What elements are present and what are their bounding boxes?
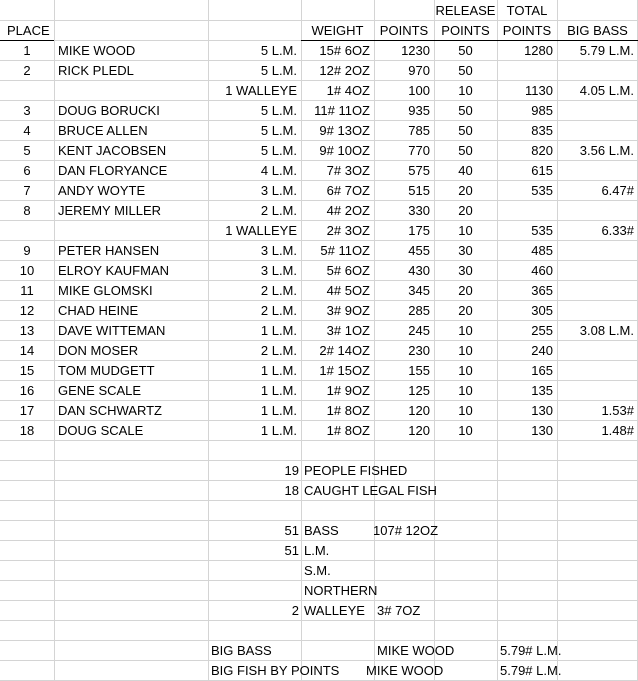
- total-points-cell: 305: [531, 303, 553, 318]
- total-points-cell: 485: [531, 243, 553, 258]
- people-fished-label: PEOPLE FISHED: [304, 463, 408, 478]
- header-total: TOTAL: [506, 3, 548, 18]
- release-points-cell: 10: [458, 423, 473, 438]
- lm-label: L.M.: [304, 543, 330, 558]
- weight-cell: 1# 8OZ: [326, 423, 370, 438]
- release-points-cell: 10: [458, 363, 473, 378]
- bass-weight: 107# 12OZ: [373, 523, 439, 538]
- points-cell: 230: [408, 343, 430, 358]
- fish-count-cell: 5 L.M.: [260, 63, 297, 78]
- weight-cell: 9# 13OZ: [319, 123, 370, 138]
- total-points-cell: 365: [531, 283, 553, 298]
- release-points-cell: 10: [458, 83, 473, 98]
- walleye-label: WALLEYE: [304, 603, 365, 618]
- points-cell: 125: [408, 383, 430, 398]
- release-points-cell: 10: [458, 323, 473, 338]
- angler-name-cell: CHAD HEINE: [58, 303, 139, 318]
- weight-cell: 5# 6OZ: [326, 263, 370, 278]
- weight-cell: 2# 14OZ: [319, 343, 370, 358]
- angler-name-cell: [55, 81, 208, 101]
- weight-cell: 4# 5OZ: [326, 283, 370, 298]
- angler-name-cell: ANDY WOYTE: [58, 183, 146, 198]
- big-bass-cell: [557, 361, 638, 381]
- place-cell: 4: [23, 123, 31, 138]
- points-cell: 100: [408, 83, 430, 98]
- points-cell: 155: [408, 363, 430, 378]
- fish-count-cell: 1 WALLEYE: [225, 83, 297, 98]
- fish-count-cell: 5 L.M.: [260, 143, 297, 158]
- release-points-cell: 50: [458, 123, 473, 138]
- points-cell: 245: [408, 323, 430, 338]
- fish-count-cell: 1 L.M.: [260, 363, 297, 378]
- big-bass-cell: 1.48#: [601, 423, 634, 438]
- place-cell: 14: [19, 343, 35, 358]
- header-place: PLACE: [7, 23, 50, 38]
- release-points-cell: 30: [458, 263, 473, 278]
- header-release-points: POINTS: [441, 23, 490, 38]
- weight-cell: 6# 7OZ: [326, 183, 370, 198]
- big-bass-cell: [557, 261, 638, 281]
- points-cell: 345: [408, 283, 430, 298]
- release-points-cell: 10: [458, 403, 473, 418]
- release-points-cell: 50: [458, 43, 473, 58]
- angler-name-cell: JEREMY MILLER: [58, 203, 162, 218]
- fish-count-cell: 4 L.M.: [260, 163, 297, 178]
- place-cell: 11: [20, 283, 34, 298]
- big-bass-winner: MIKE WOOD: [377, 643, 455, 658]
- total-points-cell: 985: [531, 103, 553, 118]
- fish-count-cell: 2 L.M.: [260, 283, 297, 298]
- header-big-bass: BIG BASS: [567, 23, 628, 38]
- total-points-cell: 535: [531, 223, 553, 238]
- total-points-cell: 135: [531, 383, 553, 398]
- points-cell: 430: [408, 263, 430, 278]
- angler-name-cell: PETER HANSEN: [58, 243, 160, 258]
- big-bass-cell: 4.05 L.M.: [579, 83, 634, 98]
- place-cell: 3: [23, 103, 31, 118]
- points-cell: 1230: [401, 43, 430, 58]
- place-cell: 13: [19, 323, 35, 338]
- bass-count: 51: [284, 523, 299, 538]
- weight-cell: 9# 10OZ: [319, 143, 370, 158]
- big-bass-cell: [557, 381, 638, 401]
- points-cell: 785: [408, 123, 430, 138]
- total-points-cell: 1130: [525, 83, 553, 98]
- weight-cell: 3# 9OZ: [326, 303, 370, 318]
- place-cell: 2: [23, 63, 31, 78]
- release-points-cell: 40: [458, 163, 473, 178]
- fish-count-cell: 2 L.M.: [260, 303, 297, 318]
- big-bass-cell: [557, 341, 638, 361]
- place-cell: 1: [23, 43, 31, 58]
- total-points-cell: 615: [531, 163, 553, 178]
- big-bass-cell: [557, 201, 638, 221]
- place-cell: 6: [23, 163, 31, 178]
- fish-count-cell: 3 L.M.: [260, 183, 297, 198]
- release-points-cell: 50: [458, 63, 473, 78]
- place-cell: [0, 221, 54, 241]
- weight-cell: 1# 4OZ: [326, 83, 370, 98]
- place-cell: 8: [23, 203, 31, 218]
- big-fish-value: 5.79# L.M.: [500, 663, 562, 678]
- angler-name-cell: DOUG BORUCKI: [58, 103, 160, 118]
- fish-count-cell: 3 L.M.: [260, 243, 297, 258]
- total-points-cell: [497, 61, 557, 81]
- points-cell: 175: [408, 223, 430, 238]
- header-weight: WEIGHT: [311, 23, 364, 38]
- big-bass-cell: [557, 101, 638, 121]
- fish-count-cell: 5 L.M.: [260, 103, 297, 118]
- big-bass-cell: 6.33#: [601, 223, 634, 238]
- big-bass-value: 5.79# L.M.: [500, 643, 562, 658]
- header-points: POINTS: [379, 23, 429, 38]
- weight-cell: 12# 2OZ: [319, 63, 370, 78]
- place-cell: 12: [19, 303, 35, 318]
- weight-cell: 5# 11OZ: [320, 243, 370, 258]
- total-points-cell: 460: [531, 263, 553, 278]
- header-total-points: POINTS: [502, 23, 552, 38]
- caught-legal-label: CAUGHT LEGAL FISH: [304, 483, 437, 498]
- weight-cell: 11# 11OZ: [314, 103, 370, 118]
- big-bass-cell: 5.79 L.M.: [579, 43, 634, 58]
- weight-cell: 1# 9OZ: [326, 383, 370, 398]
- fish-count-cell: 5 L.M.: [260, 123, 297, 138]
- points-cell: 330: [408, 203, 430, 218]
- fish-count-cell: 1 L.M.: [260, 323, 297, 338]
- place-cell: 15: [19, 363, 35, 378]
- big-bass-cell: 3.08 L.M.: [579, 323, 634, 338]
- release-points-cell: 50: [458, 143, 473, 158]
- weight-cell: 4# 2OZ: [326, 203, 370, 218]
- big-fish-label: BIG FISH BY POINTS: [211, 663, 340, 678]
- angler-name-cell: TOM MUDGETT: [58, 363, 155, 378]
- angler-name-cell: DON MOSER: [58, 343, 139, 358]
- angler-name-cell: RICK PLEDL: [58, 63, 134, 78]
- fish-count-cell: 3 L.M.: [260, 263, 297, 278]
- release-points-cell: 10: [458, 343, 473, 358]
- big-bass-cell: [557, 61, 638, 81]
- angler-name-cell: DAN SCHWARTZ: [58, 403, 162, 418]
- total-points-cell: 820: [531, 143, 553, 158]
- points-cell: 285: [408, 303, 430, 318]
- angler-name-cell: ELROY KAUFMAN: [58, 263, 170, 278]
- big-bass-cell: [557, 281, 638, 301]
- angler-name-cell: GENE SCALE: [58, 383, 142, 398]
- points-cell: 770: [408, 143, 430, 158]
- release-points-cell: 30: [458, 243, 473, 258]
- total-points-cell: 240: [531, 343, 553, 358]
- big-bass-label: BIG BASS: [211, 643, 272, 658]
- points-cell: 575: [408, 163, 430, 178]
- walleye-weight: 3# 7OZ: [377, 603, 421, 618]
- place-cell: 18: [19, 423, 35, 438]
- big-bass-cell: [557, 161, 638, 181]
- header-release: RELEASE: [435, 3, 496, 18]
- release-points-cell: 20: [458, 183, 473, 198]
- release-points-cell: 20: [458, 203, 473, 218]
- points-cell: 515: [408, 183, 430, 198]
- bass-label: BASS: [304, 523, 339, 538]
- total-points-cell: 1280: [524, 43, 553, 58]
- big-bass-cell: 1.53#: [601, 403, 634, 418]
- fish-count-cell: 5 L.M.: [260, 43, 297, 58]
- fish-count-cell: 2 L.M.: [260, 343, 297, 358]
- weight-cell: 15# 6OZ: [319, 43, 370, 58]
- big-bass-cell: [557, 121, 638, 141]
- total-points-cell: 535: [531, 183, 553, 198]
- fish-count-cell: 1 L.M.: [260, 423, 297, 438]
- big-bass-cell: 6.47#: [601, 183, 634, 198]
- angler-name-cell: MIKE WOOD: [58, 43, 136, 58]
- release-points-cell: 20: [458, 283, 473, 298]
- lm-count: 51: [284, 543, 299, 558]
- release-points-cell: 10: [458, 223, 473, 238]
- place-cell: 10: [19, 263, 35, 278]
- sm-label: S.M.: [304, 563, 331, 578]
- angler-name-cell: KENT JACOBSEN: [58, 143, 167, 158]
- release-points-cell: 50: [458, 103, 473, 118]
- fish-count-cell: 1 L.M.: [260, 383, 297, 398]
- angler-name-cell: MIKE GLOMSKI: [58, 283, 153, 298]
- place-cell: [0, 81, 54, 101]
- big-bass-cell: [557, 301, 638, 321]
- points-cell: 120: [408, 403, 430, 418]
- total-points-cell: [497, 201, 557, 221]
- northern-label: NORTHERN: [304, 583, 378, 598]
- place-cell: 17: [19, 403, 35, 418]
- weight-cell: 2# 3OZ: [326, 223, 370, 238]
- walleye-count: 2: [291, 603, 299, 618]
- fish-count-cell: 1 L.M.: [260, 403, 297, 418]
- total-points-cell: 130: [531, 403, 553, 418]
- release-points-cell: 20: [458, 303, 473, 318]
- total-points-cell: 255: [531, 323, 553, 338]
- angler-name-cell: DAVE WITTEMAN: [58, 323, 166, 338]
- total-points-cell: 835: [531, 123, 553, 138]
- release-points-cell: 10: [458, 383, 473, 398]
- angler-name-cell: [55, 221, 208, 241]
- place-cell: 7: [23, 183, 31, 198]
- total-points-cell: 130: [531, 423, 553, 438]
- fish-count-cell: 1 WALLEYE: [225, 223, 297, 238]
- points-cell: 455: [408, 243, 430, 258]
- weight-cell: 3# 1OZ: [326, 323, 370, 338]
- points-cell: 935: [408, 103, 430, 118]
- weight-cell: 1# 8OZ: [326, 403, 370, 418]
- people-fished-count: 19: [284, 463, 299, 478]
- place-cell: 9: [23, 243, 31, 258]
- fish-count-cell: 2 L.M.: [260, 203, 297, 218]
- points-cell: 970: [408, 63, 430, 78]
- caught-legal-count: 18: [284, 483, 299, 498]
- total-points-cell: 165: [531, 363, 553, 378]
- place-cell: 16: [19, 383, 35, 398]
- angler-name-cell: BRUCE ALLEN: [58, 123, 148, 138]
- weight-cell: 1# 15OZ: [319, 363, 370, 378]
- big-fish-winner: MIKE WOOD: [366, 663, 444, 678]
- angler-name-cell: DOUG SCALE: [58, 423, 144, 438]
- place-cell: 5: [23, 143, 31, 158]
- angler-name-cell: DAN FLORYANCE: [58, 163, 168, 178]
- big-bass-cell: [557, 241, 638, 261]
- points-cell: 120: [408, 423, 430, 438]
- weight-cell: 7# 3OZ: [326, 163, 370, 178]
- big-bass-cell: 3.56 L.M.: [579, 143, 634, 158]
